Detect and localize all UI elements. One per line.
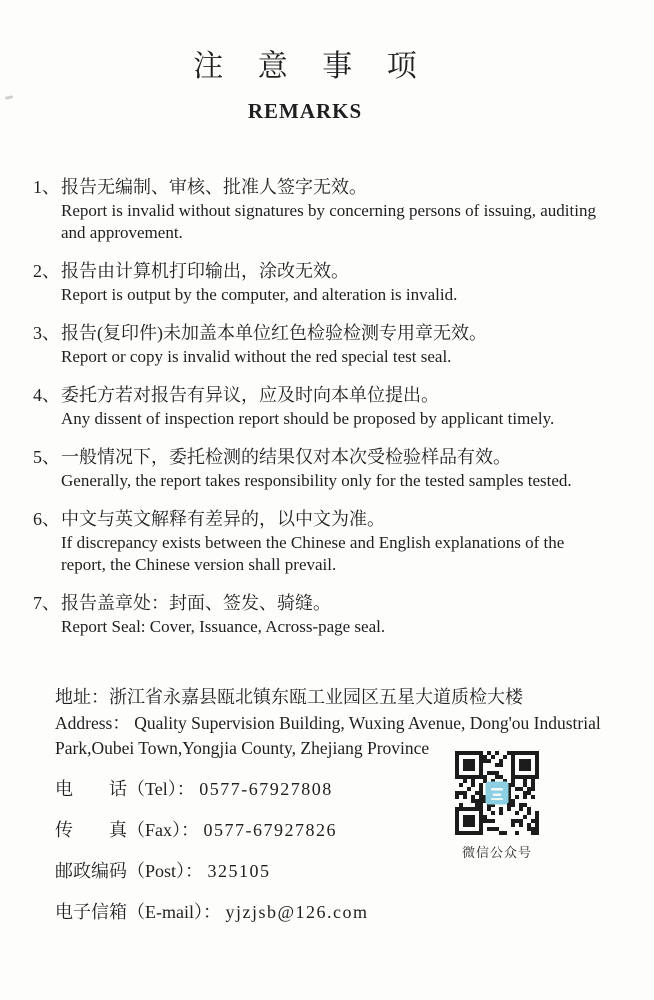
remark-text-zh: 报告无编制、审核、批准人签字无效。 [61, 177, 367, 197]
post-value: 325105 [207, 861, 271, 881]
tel-label: 电 话（Tel）： [55, 779, 200, 799]
remark-text-en: If discrepancy exists between the Chinese and English explanations of the report, the Chinese version shall prevail. [61, 533, 565, 574]
remark-number: 5、 [33, 447, 60, 467]
remark-text-en: Report or copy is invalid without the red special test seal. [61, 347, 452, 366]
remark-text-en: Report is output by the computer, and alteration is invalid. [61, 285, 458, 304]
remarks-list [0, 174, 654, 638]
address-line-zh: 地址：浙江省永嘉县瓯北镇东瓯工业园区五星大道质检大楼 [55, 687, 523, 707]
remark-text-zh: 报告盖章处：封面、签发、骑缝。 [61, 593, 331, 613]
remark-text-en: Report Seal: Cover, Issuance, Across-page seal. [61, 617, 386, 636]
remark-text-zh: 报告(复印件)未加盖本单位红色检验检测专用章无效。 [61, 323, 487, 343]
fax-value: 0577-67927826 [203, 820, 337, 840]
qr-code-icon [455, 751, 539, 835]
tel-value: 0577-67927808 [199, 779, 333, 799]
remark-text-en: Report is invalid without signatures by concerning persons of issuing, auditing and approvement. [61, 201, 596, 242]
remark-text-en: Generally, the report takes responsibility only for the tested samples tested. [61, 471, 572, 490]
remark-item-1 [33, 174, 612, 244]
page-title-zh: 注意事项 [193, 50, 452, 83]
email-value: yjzjsb@126.com [225, 902, 369, 922]
remark-item-4 [33, 382, 612, 430]
remark-item-3 [33, 320, 612, 368]
address-line-en: Address： Quality Supervision Building, Wuxing Avenue, Dong'ou Industrial Park,Oubei Town,Yongjia County, Zhejiang Province [55, 713, 601, 758]
post-label: 邮政编码（Post）： [55, 861, 208, 881]
remark-text-en: Any dissent of inspection report should be proposed by applicant timely. [61, 409, 555, 428]
remark-item-2 [33, 258, 612, 306]
remark-text-zh: 中文与英文解释有差异的，以中文为准。 [61, 509, 385, 529]
remark-item-7 [33, 590, 612, 638]
contact-row-post [55, 859, 654, 883]
wechat-qr-block [451, 751, 543, 861]
remark-item-6 [33, 506, 612, 576]
contact-row-tel [55, 777, 654, 801]
page-title-en: REMARKS [247, 99, 363, 123]
qr-caption: 微信公众号 [461, 845, 532, 860]
remark-number: 1、 [33, 177, 60, 197]
remark-number: 3、 [33, 323, 60, 343]
contact-block [0, 777, 654, 924]
contact-row-email [55, 900, 654, 924]
fax-label: 传 真（Fax）： [55, 820, 204, 840]
remark-number: 2、 [33, 261, 60, 281]
remark-number: 4、 [33, 385, 60, 405]
remark-text-zh: 一般情况下，委托检测的结果仅对本次受检验样品有效。 [61, 447, 511, 467]
remark-number: 7、 [33, 593, 60, 613]
address-block [0, 684, 654, 761]
remark-item-5 [33, 444, 612, 492]
remark-number: 6、 [33, 509, 60, 529]
contact-row-fax [55, 818, 654, 842]
email-label: 电子信箱（E-mail）： [55, 902, 226, 922]
remark-text-zh: 委托方若对报告有异议，应及时向本单位提出。 [61, 385, 439, 405]
remark-text-zh: 报告由计算机打印输出，涂改无效。 [61, 261, 349, 281]
